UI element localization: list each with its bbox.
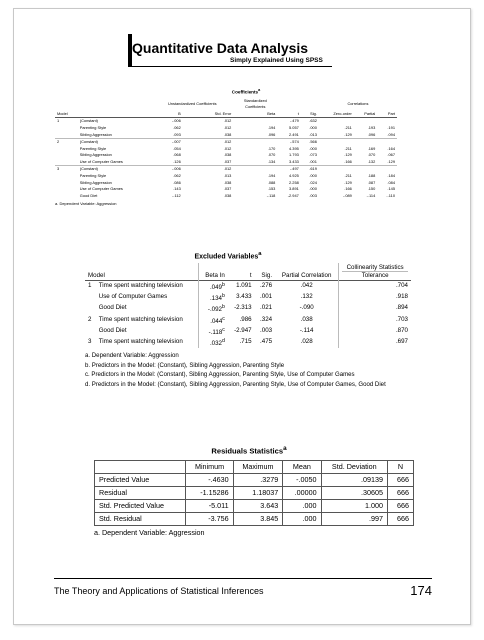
excl-beta-value: .032 xyxy=(209,339,222,347)
resid-cell: 666 xyxy=(388,499,414,512)
coef-cell: Good Diet xyxy=(79,192,98,198)
coefficients-footnote: a. Dependent Variable: Aggression xyxy=(55,201,117,207)
resid-col-header: Mean xyxy=(283,460,321,473)
table-row xyxy=(55,180,397,187)
table-row xyxy=(55,166,397,173)
excl-t-cell: -2.947 xyxy=(234,326,252,334)
coef-cell: (Constant) xyxy=(79,118,98,124)
excl-beta-cell xyxy=(198,292,228,303)
excl-tol-cell: .870 xyxy=(339,326,411,337)
coef-cell: .013 xyxy=(223,173,232,179)
table-row xyxy=(55,139,397,146)
table-row xyxy=(55,132,397,139)
excl-t-cell: .986 xyxy=(239,315,252,323)
coef-col-header: t xyxy=(297,110,299,116)
coef-cell: -.006 xyxy=(151,166,183,173)
coefficients-body xyxy=(55,118,397,200)
page-subtitle: Simply Explained Using SPSS xyxy=(230,57,323,64)
excl-t-cell: -2.313 xyxy=(234,304,252,312)
residuals-body xyxy=(95,473,414,525)
coef-cell: Use of Computer Games xyxy=(79,158,123,164)
resid-cell: 1.18037 xyxy=(233,486,283,499)
excl-model-cell: 2 xyxy=(88,315,92,323)
excl-tol-cell: .704 xyxy=(339,281,411,293)
excl-beta-value: .044 xyxy=(210,317,223,325)
coef-cell: Sibling Aggression xyxy=(79,152,112,158)
excluded-body xyxy=(85,281,411,348)
excl-sig-cell: .475 xyxy=(260,337,273,345)
excl-beta-value: .049 xyxy=(209,284,222,292)
coef-cell xyxy=(55,180,78,187)
resid-col-header: Std. Deviation xyxy=(321,460,387,473)
coef-cell: .038 xyxy=(223,192,232,198)
resid-cell: -3.756 xyxy=(186,512,233,525)
excl-partial-cell: .028 xyxy=(300,337,313,345)
coef-cell: .211 xyxy=(344,173,352,179)
coef-cell: .170 xyxy=(267,145,276,151)
coef-cell: .566 xyxy=(301,139,319,146)
footer-rule xyxy=(54,578,432,579)
coef-cell xyxy=(55,132,78,139)
coefficients-table xyxy=(55,98,397,200)
coefficients-table-block xyxy=(55,88,397,206)
coef-cell: .003 xyxy=(309,192,317,198)
table-row xyxy=(85,303,411,314)
coef-cell: .070 xyxy=(367,152,376,158)
coef-col-header: B xyxy=(178,110,181,116)
coef-cell xyxy=(354,166,377,173)
resid-col-header: N xyxy=(388,460,414,473)
excluded-table-block xyxy=(85,251,411,390)
coef-cell: 1 xyxy=(57,118,60,124)
coef-cell: .073 xyxy=(309,152,317,158)
coef-cell: 3 xyxy=(55,166,78,173)
coef-cell: .000 xyxy=(309,186,317,192)
excl-model-cell xyxy=(85,326,96,337)
excluded-table xyxy=(85,263,411,347)
table-row xyxy=(55,186,397,193)
coef-col-header: Partial xyxy=(364,110,376,116)
excl-beta-note: b xyxy=(222,304,225,311)
coef-cell xyxy=(55,193,78,200)
coef-cell xyxy=(354,118,377,125)
coef-cell: -.110 xyxy=(386,192,395,198)
coef-cell: 5.057 xyxy=(289,124,299,130)
coef-cell: .038 xyxy=(223,152,232,158)
coef-cell: .166 xyxy=(344,186,352,192)
coef-cell: -.007 xyxy=(151,139,183,146)
coef-cell: .000 xyxy=(309,124,317,130)
partial-header: Partial Correlation xyxy=(281,272,332,280)
sig-header: Sig. xyxy=(261,272,273,280)
coef-cell xyxy=(319,118,354,125)
coef-cell xyxy=(55,159,78,166)
excl-note: d. Predictors in the Model: (Constant), Sibling Aggression, Parenting Style, Use of Computer Games, Good Diet xyxy=(85,381,386,389)
coef-col-header: Beta xyxy=(267,110,276,116)
coef-cell: .150 xyxy=(367,186,376,192)
resid-cell: -1.15286 xyxy=(186,486,233,499)
coef-cell xyxy=(55,186,78,193)
coef-cell: .068 xyxy=(173,152,181,158)
coef-cell: .129 xyxy=(344,179,352,185)
unstd-header: Unstandardized Coefficients xyxy=(167,100,217,106)
coef-cell xyxy=(319,166,354,173)
resid-cell: Std. Residual xyxy=(95,512,186,525)
residuals-column-headers xyxy=(95,460,414,473)
coef-cell: .126 xyxy=(173,158,181,164)
resid-col-header xyxy=(95,460,186,473)
coef-cell: -.574 xyxy=(277,139,300,146)
coef-cell xyxy=(55,173,78,180)
coef-cell: .619 xyxy=(301,166,319,173)
table-row xyxy=(95,473,414,486)
table-row xyxy=(85,326,411,337)
resid-cell: .3279 xyxy=(233,473,283,486)
coef-cell: Parenting Style xyxy=(79,173,107,179)
coef-cell: .191 xyxy=(387,124,395,130)
coef-cell: -.118 xyxy=(266,192,276,198)
table-row xyxy=(85,315,411,326)
coef-cell xyxy=(377,139,397,146)
coef-cell: .169 xyxy=(367,145,376,151)
coef-cell: .038 xyxy=(223,179,232,185)
resid-cell: Std. Predicted Value xyxy=(95,499,186,512)
excl-beta-cell xyxy=(198,315,228,326)
coef-cell: .145 xyxy=(387,186,395,192)
resid-cell: 1.000 xyxy=(321,499,387,512)
coef-cell: .094 xyxy=(387,131,395,137)
excl-note: a. Dependent Variable: Aggression xyxy=(85,351,179,359)
table-row xyxy=(55,173,397,180)
excl-var-cell: Time spent watching television xyxy=(98,315,183,323)
coef-cell: .184 xyxy=(387,173,395,179)
coef-cell: .012 xyxy=(223,124,232,130)
excl-beta-value: -.118 xyxy=(208,328,223,336)
excl-t-cell: 1.091 xyxy=(236,282,252,290)
coef-cell: .062 xyxy=(173,124,181,130)
coef-cell: 3.433 xyxy=(289,158,299,164)
resid-cell: .00000 xyxy=(283,486,321,499)
resid-cell: Residual xyxy=(95,486,186,499)
resid-cell: .000 xyxy=(283,512,321,525)
resid-cell: Predicted Value xyxy=(95,473,186,486)
coef-cell: .134 xyxy=(267,158,276,164)
coef-cell: -.497 xyxy=(277,166,300,173)
coef-cell: .024 xyxy=(309,179,317,185)
coef-cell: .086 xyxy=(173,179,181,185)
coefficients-column-headers xyxy=(55,111,397,118)
coef-cell: .132 xyxy=(367,158,376,164)
coef-cell: .012 xyxy=(223,118,232,124)
coef-cell: 4.395 xyxy=(289,145,299,151)
coef-cell: 3.891 xyxy=(289,186,299,192)
excl-beta-note: b xyxy=(222,282,225,289)
coef-cell: .211 xyxy=(344,124,352,130)
t-header: t xyxy=(249,272,252,280)
coef-cell: -.006 xyxy=(171,118,181,124)
excl-beta-cell xyxy=(198,337,228,348)
resid-cell: -5.011 xyxy=(186,499,233,512)
coefficients-caption: Coefficients$^a$ xyxy=(231,88,261,95)
coef-cell: .000 xyxy=(309,145,317,151)
excl-note: c. Predictors in the Model: (Constant), Sibling Aggression, Parenting Style, Use of Computer Games xyxy=(85,371,355,379)
coef-cell xyxy=(55,152,78,159)
coef-cell: -2.947 xyxy=(287,192,299,198)
coef-cell: .188 xyxy=(367,173,376,179)
collin-header: Collinearity Statistics Tolerance xyxy=(339,263,411,281)
coef-cell xyxy=(233,118,277,125)
coef-cell: .153 xyxy=(267,186,276,192)
coef-cell: Sibling Aggression xyxy=(79,131,112,137)
excl-sig-cell: .021 xyxy=(260,304,273,312)
coef-cell: .194 xyxy=(267,173,276,179)
resid-cell: .30605 xyxy=(321,486,387,499)
coef-cell: .037 xyxy=(223,186,232,192)
excl-beta-cell xyxy=(198,303,228,314)
excl-beta-note: d xyxy=(222,337,225,344)
table-row xyxy=(95,486,414,499)
table-row xyxy=(85,337,411,348)
coef-cell xyxy=(233,166,277,173)
excl-beta-value: .134 xyxy=(209,295,222,303)
excl-tol-cell: .703 xyxy=(339,315,411,326)
excl-partial-cell: -.090 xyxy=(299,304,314,312)
coef-cell: .129 xyxy=(344,152,352,158)
coef-cell: Use of Computer Games xyxy=(79,186,123,192)
coef-cell: .129 xyxy=(344,131,352,137)
coef-cell: .012 xyxy=(223,145,232,151)
excl-sig-cell: .001 xyxy=(260,293,273,301)
coef-cell: .193 xyxy=(367,124,376,130)
resid-col-header: Minimum xyxy=(186,460,233,473)
table-row xyxy=(55,152,397,159)
coef-cell: .037 xyxy=(223,158,232,164)
coef-cell: .093 xyxy=(173,131,181,137)
resid-cell: 666 xyxy=(388,486,414,499)
excl-beta-note: c xyxy=(222,315,225,322)
excl-note: b. Predictors in the Model: (Constant), Sibling Aggression, Parenting Style xyxy=(85,361,285,369)
table-row xyxy=(55,118,397,125)
table-row xyxy=(95,512,414,525)
excl-t-cell: .715 xyxy=(239,337,252,345)
residuals-caption: Residuals Statistics$^a$ xyxy=(211,445,287,456)
excl-model-cell xyxy=(85,303,96,314)
coef-cell: -.479 xyxy=(289,118,299,124)
coef-cell: Parenting Style xyxy=(79,124,107,130)
excl-t-cell: 3.433 xyxy=(236,293,252,301)
resid-cell: 666 xyxy=(388,512,414,525)
table-row xyxy=(55,159,397,166)
coef-cell xyxy=(233,139,277,146)
excl-beta-cell xyxy=(198,281,228,293)
coef-cell: -.114 xyxy=(366,192,376,198)
excluded-model-header: Model xyxy=(88,272,105,280)
coef-cell: .166 xyxy=(344,158,352,164)
coef-cell: .000 xyxy=(309,173,317,179)
coef-cell: .013 xyxy=(309,131,317,137)
coef-cell: .096 xyxy=(367,131,376,137)
coef-cell xyxy=(55,125,78,132)
coef-cell: 1.793 xyxy=(289,152,299,158)
coef-cell xyxy=(319,139,354,146)
excl-sig-cell: .003 xyxy=(260,326,273,334)
coef-col-header xyxy=(78,111,151,118)
table-row xyxy=(55,125,397,132)
coef-col-header: Zero-order xyxy=(333,110,352,116)
coef-cell: .143 xyxy=(173,186,181,192)
excl-partial-cell: .038 xyxy=(300,315,313,323)
table-row xyxy=(95,499,414,512)
coef-cell: .096 xyxy=(267,131,276,137)
excl-tol-cell: .894 xyxy=(339,303,411,314)
page-title: Quantitative Data Analysis xyxy=(132,40,309,56)
excl-var-cell: Good Diet xyxy=(98,304,127,312)
coef-cell: (Constant) xyxy=(78,166,151,173)
coef-cell: .194 xyxy=(267,124,276,130)
coef-cell: 2.258 xyxy=(289,179,299,185)
resid-cell: 3.643 xyxy=(233,499,283,512)
resid-cell: -.0050 xyxy=(283,473,321,486)
resid-col-header: Maximum xyxy=(233,460,283,473)
excl-tol-cell: .697 xyxy=(339,337,411,348)
excl-partial-cell: -.114 xyxy=(299,326,314,334)
coef-cell xyxy=(377,166,397,173)
excl-beta-value: -.092 xyxy=(207,306,222,314)
excl-partial-cell: .042 xyxy=(300,282,313,290)
coef-cell: .211 xyxy=(344,145,352,151)
excl-beta-note: b xyxy=(222,293,225,300)
coef-cell xyxy=(354,139,377,146)
excl-tol-cell: .918 xyxy=(339,292,411,303)
coef-cell: (Constant) xyxy=(78,139,151,146)
coef-cell: .129 xyxy=(387,158,395,164)
excl-model-cell: 3 xyxy=(88,337,92,345)
coef-cell: .001 xyxy=(309,158,317,164)
coef-cell: -.089 xyxy=(342,192,352,198)
resid-cell: .000 xyxy=(283,499,321,512)
residuals-table-block xyxy=(94,445,414,537)
coef-cell: .070 xyxy=(267,152,276,158)
resid-cell: .997 xyxy=(321,512,387,525)
coef-col-header: Std. Error xyxy=(214,110,232,116)
coef-cell: .054 xyxy=(173,145,181,151)
resid-cell: -.4630 xyxy=(186,473,233,486)
table-row xyxy=(55,146,397,153)
resid-cell: 666 xyxy=(388,473,414,486)
excl-var-cell: Time spent watching television xyxy=(98,337,183,345)
excl-var-cell: Good Diet xyxy=(98,326,127,334)
coef-cell: .164 xyxy=(387,145,395,151)
excl-beta-cell xyxy=(198,326,228,337)
resid-cell: .09139 xyxy=(321,473,387,486)
coef-cell: .038 xyxy=(223,131,232,137)
excl-model-cell: 1 xyxy=(88,282,92,290)
coef-cell: 4.925 xyxy=(289,173,299,179)
coef-cell: 2.491 xyxy=(289,131,299,137)
header-underline xyxy=(128,66,332,67)
coef-cell xyxy=(377,118,397,125)
table-row xyxy=(85,292,411,303)
excl-sig-cell: .276 xyxy=(260,282,273,290)
coef-cell: .084 xyxy=(387,179,395,185)
resid-cell: 3.845 xyxy=(233,512,283,525)
residuals-table xyxy=(94,460,414,526)
std-header: Standardized Coefficients xyxy=(243,97,267,110)
excl-partial-cell: .132 xyxy=(300,293,313,301)
table-row xyxy=(55,193,397,200)
excl-beta-note: c xyxy=(222,326,225,333)
coef-cell: -.112 xyxy=(172,192,181,198)
coef-cell: .067 xyxy=(387,152,395,158)
coef-cell: .012 xyxy=(183,139,234,146)
excl-var-cell: Use of Computer Games xyxy=(98,293,168,301)
residuals-footnote: a. Dependent Variable: Aggression xyxy=(94,527,205,537)
coef-cell: .062 xyxy=(173,173,181,179)
coef-col-header: Part xyxy=(387,110,395,116)
excluded-notes xyxy=(85,351,411,390)
coef-cell: .087 xyxy=(367,179,376,185)
corr-header: Correlations xyxy=(347,100,369,106)
footer-text: The Theory and Applications of Statistical Inferences xyxy=(54,586,264,596)
excl-var-cell: Time spent watching television xyxy=(98,282,183,290)
coef-col-header: Sig. xyxy=(310,110,317,116)
beta-in-header: Beta In xyxy=(198,263,228,281)
coef-cell: Parenting Style xyxy=(79,145,107,151)
coef-cell xyxy=(55,146,78,153)
coef-cell: .012 xyxy=(183,166,234,173)
coef-col-header: Model xyxy=(57,110,68,116)
excl-model-cell xyxy=(85,292,96,303)
coef-cell: 2 xyxy=(55,139,78,146)
coef-cell: Sibling Aggression xyxy=(79,179,112,185)
table-row xyxy=(85,281,411,293)
page-number: 174 xyxy=(410,583,432,598)
coef-cell: .632 xyxy=(309,118,317,124)
coef-cell: .088 xyxy=(267,179,276,185)
excluded-caption: Excluded Variables$^a$ xyxy=(194,251,262,261)
excl-sig-cell: .324 xyxy=(260,315,273,323)
